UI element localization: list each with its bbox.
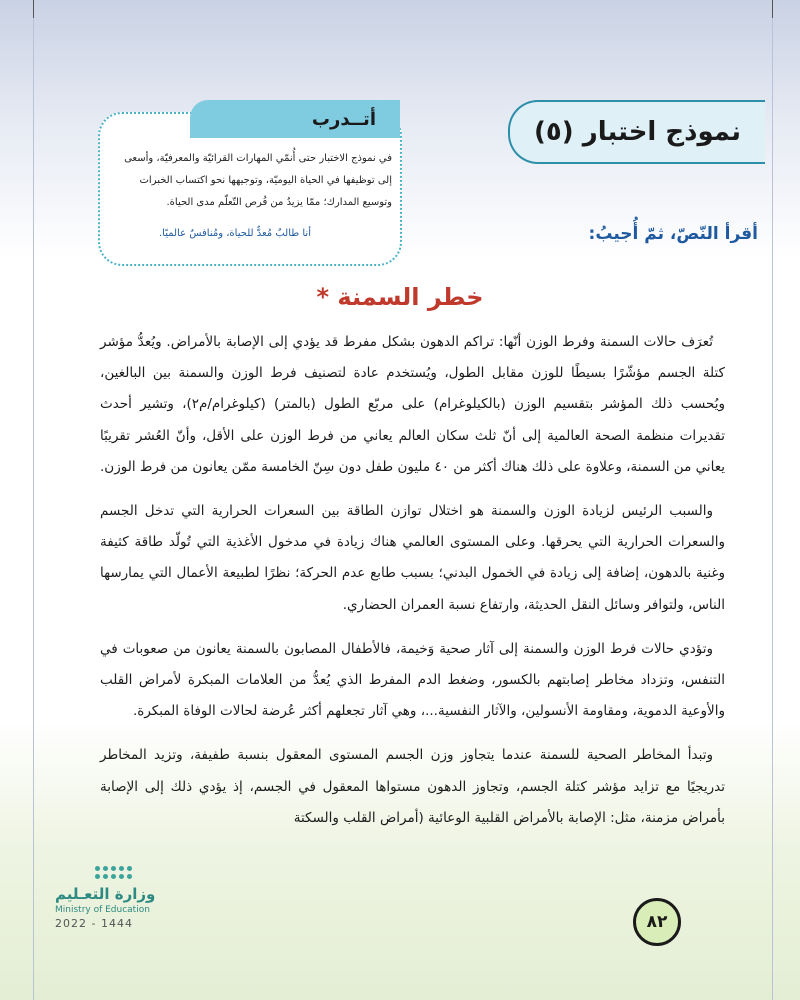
- training-tab-label: أتــدرب: [311, 108, 376, 130]
- margin-line-left: [33, 0, 34, 1000]
- ministry-logo: [55, 866, 165, 930]
- training-body-text: في نموذج الاختبار حتى أُنمّي المهارات القرائيّة والمعرفيّة، وأسعى إلى توظيفها في الحياة اليوميّة، وتوجيهها نحو اكتساب الخبرات وتوسيع المدارك؛ ممّا يزيدُ من فُرص التّعلّم مدى الحياة.: [124, 153, 392, 208]
- page-number: ٨٢: [633, 898, 681, 946]
- article-body: [100, 327, 725, 847]
- article-title: خطر السمنة *: [316, 283, 484, 311]
- exam-title: نموذج اختبار (٥): [534, 117, 741, 147]
- ministry-name-arabic: وزارة التعـليم: [55, 885, 156, 903]
- academic-year: 2022 - 1444: [55, 917, 133, 930]
- ministry-name-english: Ministry of Education: [55, 905, 150, 915]
- article-paragraph: تُعرَف حالات السمنة وفرط الوزن أنّها: تراكم الدهون بشكل مفرط قد يؤدي إلى الإصابة بالأمراض. ويُعدُّ مؤشر كتلة الجسم مؤشّرًا بسيطًا للوزن مقابل الطول، ويُستخدم عادة لتصنيف فرط الوزن والسمنة بين البالغين، ويُحسب ذلك المؤشر بتقسيم الوزن (بالكيلوغرام) على مربّع الطول (بالمتر) (كيلوغرام/م٢)، وتشير أحدث تقديرات منظمة الصحة العالمية إلى أنّ ثلث سكان العالم يعاني من فرط الوزن على الأقل، وأنّ العُشر تقريبًا يعاني من السمنة، وعلاوة على ذلك هناك أكثر من ٤٠ مليون طفل دون سِنّ الخامسة ممّن يعانون من فرط الوزن.: [100, 334, 725, 475]
- article-paragraph: والسبب الرئيس لزيادة الوزن والسمنة هو اختلال توازن الطاقة بين السعرات الحرارية التي تدخل الجسم والسعرات الحرارية التي يحرقها. وعلى المستوى العالمي هناك زيادة في مدخول الأغذية التي تُولّد طاقة كثيفة وغنية بالدهون، إضافة إلى زيادة في الخمول البدني؛ بسبب طابع عدم الحركة؛ نظرًا لطبيعة الأعمال التي يمارسها الناس، ولتوافر وسائل النقل الحديثة، وارتفاع نسبة العمران الحضاري.: [100, 503, 725, 613]
- margin-line-right: [772, 0, 773, 1000]
- article-paragraph: وتؤدي حالات فرط الوزن والسمنة إلى آثار صحية وَخيمة، فالأطفال المصابون بالسمنة يعانون من صعوبات في التنفس، وتزداد مخاطر إصابتهم بالكسور، وضغط الدم المفرط الذي يُعدُّ من العلامات المبكرة لأمراض القلب والأوعية الدموية، ومقاومة الأنسولين، والآثار النفسية...، وهي آثار تجعلهم أكثر عُرضة لحالات الوفاة المبكرة.: [100, 640, 725, 720]
- reading-instruction: أقرأ النّصّ، ثمّ أُجيبُ:: [588, 224, 758, 244]
- article-paragraph: وتبدأ المخاطر الصحية للسمنة عندما يتجاوز وزن الجسم المستوى المعقول بنسبة طفيفة، وتزيد المخاطر تدريجيًا مع تزايد مؤشر كتلة الجسم، وتجاوز الدهون مستواها المعقول في الجسم، إذ يؤدي ذلك إلى الإصابة بأمراض مزمنة، مثل: الإصابة بالأمراض القلبية الوعائية (أمراض القلب والسكتة: [100, 747, 725, 826]
- training-tab: [190, 100, 400, 138]
- exam-title-box: [508, 100, 765, 164]
- crop-mark-top-right: [772, 0, 773, 18]
- training-note: أنا طالبٌ مُعدٌّ للحياة، ومُنافسٌ عالميًا.: [158, 228, 311, 239]
- ministry-dots-icon: [95, 866, 139, 879]
- crop-mark-top-left: [33, 0, 34, 18]
